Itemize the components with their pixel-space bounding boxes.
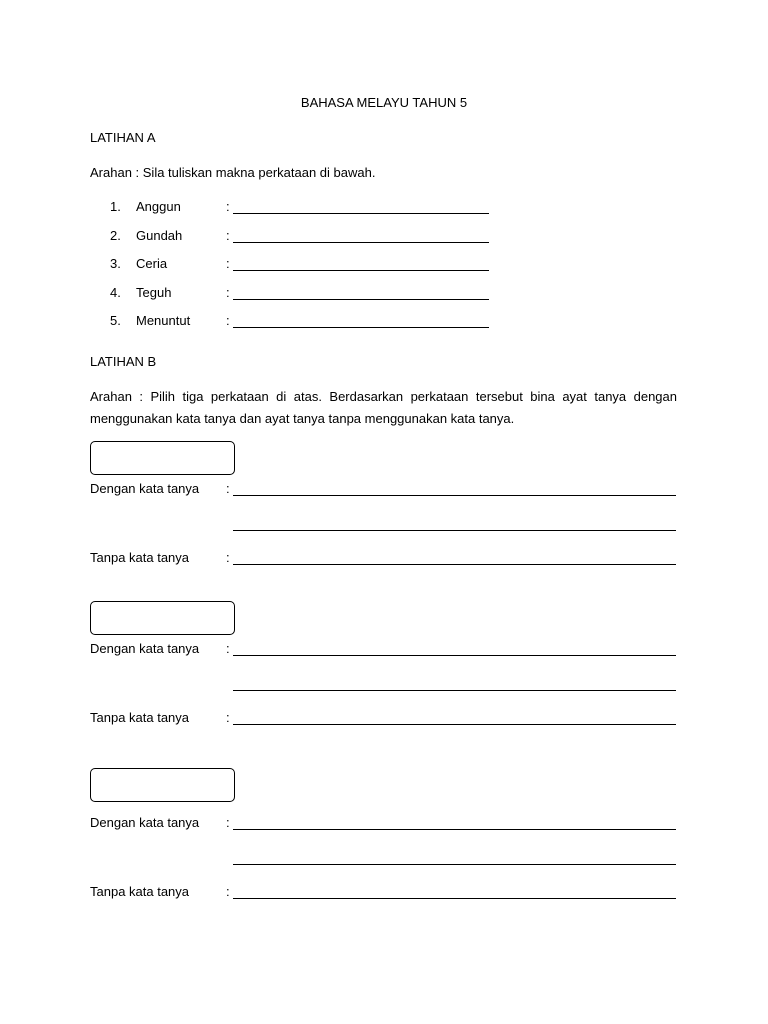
label-colon: : — [226, 641, 230, 656]
answer-line[interactable] — [233, 829, 676, 830]
item-word: Gundah — [136, 228, 183, 243]
answer-line[interactable] — [233, 724, 676, 725]
answer-line[interactable] — [233, 530, 676, 531]
page-title: BAHASA MELAYU TAHUN 5 — [300, 95, 468, 110]
without-question-word-label: Tanpa kata tanya — [90, 710, 190, 725]
answer-line[interactable] — [233, 327, 489, 328]
item-number: 1. — [110, 199, 121, 214]
item-word: Menuntut — [136, 313, 191, 328]
item-word: Anggun — [136, 199, 181, 214]
instruction-latihan-a: Arahan : Sila tuliskan makna perkataan di bawah. — [90, 165, 376, 180]
item-number: 5. — [110, 313, 121, 328]
with-question-word-label: Dengan kata tanya — [90, 641, 200, 656]
item-word: Ceria — [136, 256, 168, 271]
with-question-word-label: Dengan kata tanya — [90, 481, 200, 496]
instruction-latihan-b: Arahan : Pilih tiga perkataan di atas. Berdasarkan perkataan tersebut bina ayat tanya dengan menggunakan kata tanya dan ayat tanya tanpa menggunakan kata tanya. — [90, 389, 677, 426]
chosen-word-box[interactable] — [90, 441, 235, 475]
label-colon: : — [226, 550, 230, 565]
answer-line[interactable] — [233, 898, 676, 899]
label-colon: : — [226, 710, 230, 725]
item-number: 3. — [110, 256, 121, 271]
answer-line[interactable] — [233, 270, 489, 271]
answer-line[interactable] — [233, 864, 676, 865]
answer-line[interactable] — [233, 690, 676, 691]
label-colon: : — [226, 815, 230, 830]
chosen-word-box[interactable] — [90, 768, 235, 802]
item-word: Teguh — [136, 285, 172, 300]
answer-line[interactable] — [233, 242, 489, 243]
item-colon: : — [226, 228, 230, 243]
with-question-word-label: Dengan kata tanya — [90, 815, 200, 830]
item-number: 4. — [110, 285, 121, 300]
section-heading-latihan-a: LATIHAN A — [90, 130, 156, 145]
without-question-word-label: Tanpa kata tanya — [90, 884, 190, 899]
without-question-word-label: Tanpa kata tanya — [90, 550, 190, 565]
item-colon: : — [226, 256, 230, 271]
item-colon: : — [226, 313, 230, 328]
answer-line[interactable] — [233, 213, 489, 214]
answer-line[interactable] — [233, 655, 676, 656]
item-number: 2. — [110, 228, 121, 243]
label-colon: : — [226, 884, 230, 899]
section-heading-latihan-b: LATIHAN B — [90, 354, 157, 369]
answer-line[interactable] — [233, 299, 489, 300]
item-colon: : — [226, 199, 230, 214]
label-colon: : — [226, 481, 230, 496]
answer-line[interactable] — [233, 495, 676, 496]
chosen-word-box[interactable] — [90, 601, 235, 635]
item-colon: : — [226, 285, 230, 300]
answer-line[interactable] — [233, 564, 676, 565]
